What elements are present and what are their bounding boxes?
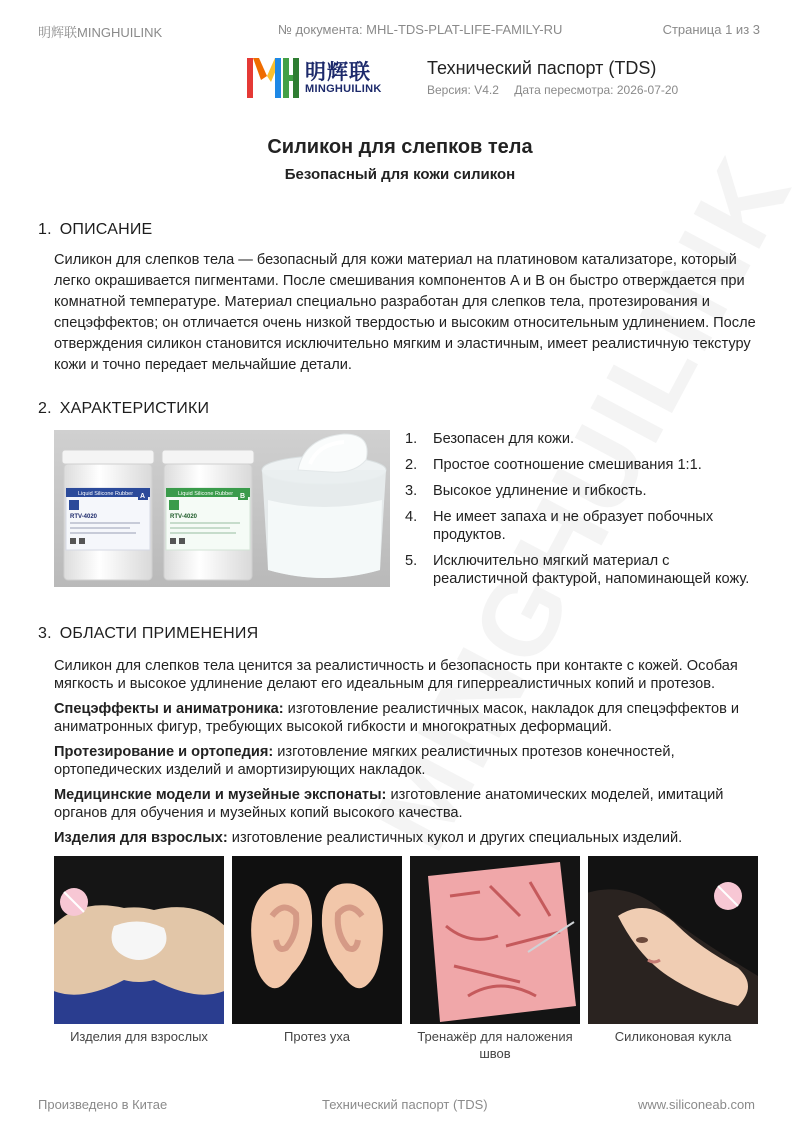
section-applications-heading [38,625,258,643]
document-title: Силикон для слепков тела [267,136,533,158]
section-number: 1. [38,221,52,238]
gallery-caption: Силиконовая кукла [614,1029,732,1044]
application-item [54,829,766,847]
header-brand: 明辉联MINGHUILINK [38,25,163,40]
footer-made-in: Произведено в Китае [38,1097,168,1112]
list-item [405,482,765,500]
product-jars-photo [54,430,390,587]
list-item [405,456,765,474]
gallery-caption: Тренажёр для наложения швов [417,1029,573,1061]
tds-title: Технический паспорт (TDS) [427,58,657,78]
list-item [405,552,765,588]
applications-intro: Силикон для слепков тела ценится за реалистичность и безопасность при контакте с кожей. Особая мягкость и высокое удлинение делают его идеальным для гиперреалистичных копий и протезов. [54,658,738,692]
application-text: изготовление мягких реалистичных протезов конечностей, ортопедических изделий и амортизирующих накладок. [54,744,675,778]
section-title: ОПИСАНИЕ [59,221,153,238]
footer-doc-type: Технический паспорт (TDS) [322,1097,488,1112]
jar-a-model: RTV-4020 [70,514,98,520]
jar-b-model: RTV-4020 [170,514,198,520]
jar-a-brand: Liquid Silicone Rubber [78,491,134,497]
list-item [405,508,765,544]
section-number: 2. [38,400,52,417]
item-number: 2. [405,457,418,473]
application-item [54,743,766,779]
jar-a-part: A [140,493,146,500]
tds-revision-date: Дата пересмотра: 2026-07-20 [514,83,679,97]
product-jars-illustration [54,430,390,587]
logo-chinese-text: 明辉联 [305,60,371,84]
item-number: 4. [405,509,418,525]
item-number: 1. [405,431,418,447]
gallery-image-ear-prosthesis [232,856,402,1024]
document-subtitle: Безопасный для кожи силикон [284,166,516,183]
section-title: ОБЛАСТИ ПРИМЕНЕНИЯ [59,625,259,642]
gallery-caption: Изделия для взрослых [70,1029,208,1044]
page-header [38,22,760,42]
header-page-info: Страница 1 из 3 [662,22,760,37]
gallery-caption: Протез уха [284,1029,350,1044]
jar-b-part: B [240,493,246,500]
application-item [54,786,766,822]
gallery-image-suture-trainer [410,856,580,1024]
logo-mh-mark [247,54,301,100]
application-text: изготовление реалистичных масок, накладок для спецэффектов и аниматронных фигур, требующих высокой гибкости и многократных деформаций. [54,701,740,735]
header-doc-number: № документа: MHL-TDS-PLAT-LIFE-FAMILY-RU [278,22,563,37]
application-label: Спецэффекты и аниматроника: [54,701,284,717]
application-text: изготовление анатомических моделей, имитаций органов для обучения и музейных копий высокого качества. [54,787,724,821]
jar-b-brand: Liquid Silicone Rubber [178,491,234,497]
description-text: Силикон для слепков тела — безопасный для кожи материал на платиновом катализаторе, который легко окрашивается пигментами. После смешивания компонентов A и B он быстро отверждается при комнатной температуре. Материал специально разработан для слепков тела, протезирования и спецэффектов; он отличается очень низкой твердостью и высоким относительным удлинением. После отверждения силикон становится исключительно мягким и эластичным, имеет реалистичную текстуру кожи и точно передает мельчайшие детали. [54,252,756,373]
item-text: Простое соотношение смешивания 1:1. [433,457,702,473]
list-item [405,430,765,448]
item-text: Безопасен для кожи. [433,431,575,447]
item-number: 5. [405,553,418,569]
section-description-heading [38,221,152,239]
section-features-heading [38,400,209,418]
section-number: 3. [38,625,52,642]
item-text: Исключительно мягкий материал с реалистичной фактурой, напоминающей кожу. [433,553,750,587]
gallery-image-silicone-doll [588,856,758,1024]
section-title: ХАРАКТЕРИСТИКИ [59,400,210,417]
item-text: Не имеет запаха и не образует побочных продуктов. [433,509,714,543]
application-label: Изделия для взрослых: [54,830,228,846]
application-text: изготовление реалистичных кукол и других специальных изделий. [227,830,683,846]
gallery-image-adult-products [54,856,224,1024]
item-text: Высокое удлинение и гибкость. [433,483,647,499]
logo-english-text: MINGHUILINK [305,83,382,95]
tds-version: Версия: V4.2 [427,83,499,97]
application-label: Медицинские модели и музейные экспонаты: [54,787,387,803]
item-number: 3. [405,483,418,499]
company-logo [247,54,417,100]
application-label: Протезирование и ортопедия: [54,744,274,760]
application-item [54,700,766,736]
tds-meta [427,83,678,97]
footer-website: www.siliconeab.com [637,1097,755,1112]
features-list [405,430,765,596]
